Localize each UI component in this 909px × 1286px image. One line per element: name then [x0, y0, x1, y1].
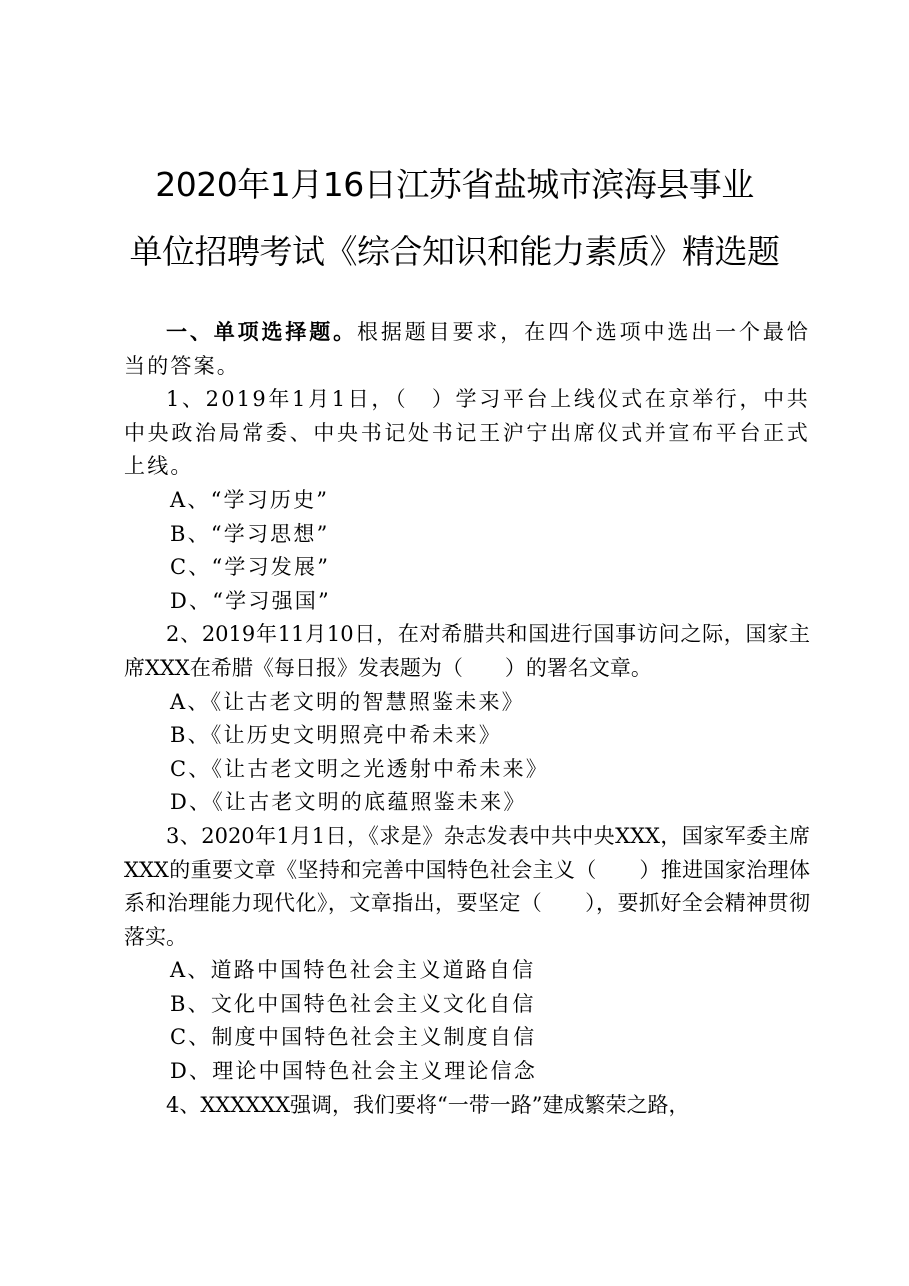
document-title-line-1: 2020年1月16日江苏省盐城市滨海县事业	[155, 165, 754, 204]
question-1-option-c: C、“学习发展”	[170, 555, 331, 580]
question-2-option-d: D、《让古老文明的底蕴照鉴未来》	[170, 790, 527, 815]
question-2-option-c: C、《让古老文明之光透射中希未来》	[170, 756, 549, 781]
question-1-option-d: D、“学习强国”	[170, 588, 331, 613]
section-instruction: 根据题目要求，在四个选项中选出一个最恰当的答案。	[124, 320, 810, 378]
question-3-option-c: C、制度中国特色社会主义制度自信	[170, 1025, 537, 1050]
question-2-stem: 2、2019年11月10日，在对希腊共和国进行国事访问之际，国家主席XXX在希腊《每日报》发表题为（ ）的署名文章。	[124, 622, 810, 680]
question-3-stem: 3、2020年1月1日，《求是》杂志发表中共中央XXX，国家军委主席XXX的重要文章《坚持和完善中国特色社会主义（ ）推进国家治理体系和治理能力现代化》，文章指出，要坚定（ ），要抓好全会精神贯彻落实。	[124, 823, 810, 949]
section-intro	[124, 316, 810, 383]
question-3-option-b: B、文化中国特色社会主义文化自信	[170, 991, 536, 1016]
question-3-option-d: D、理论中国特色社会主义理论信念	[170, 1059, 538, 1084]
document-title-line-2: 单位招聘考试《综合知识和能力素质》精选题	[129, 232, 780, 271]
question-2-option-a: A、《让古老文明的智慧照鉴未来》	[170, 689, 525, 714]
question-1-stem: 1、2019年1月1日，（ ）学习平台上线仪式在京举行，中共中央政治局常委、中央书记处书记王沪宁出席仪式并宣布平台正式上线。	[124, 387, 810, 479]
question-3-option-a: A、道路中国特色社会主义道路自信	[170, 958, 536, 983]
question-2-option-b: B、《让历史文明照亮中希未来》	[170, 723, 502, 748]
question-1-option-b: B、“学习思想”	[170, 521, 330, 546]
question-4-stem: 4、XXXXXX强调，我们要将“一带一路”建成繁荣之路，	[166, 1092, 690, 1117]
question-1-option-a: A、“学习历史”	[170, 487, 330, 512]
section-heading: 一、单项选择题。	[166, 320, 358, 344]
document-body	[124, 316, 810, 1122]
